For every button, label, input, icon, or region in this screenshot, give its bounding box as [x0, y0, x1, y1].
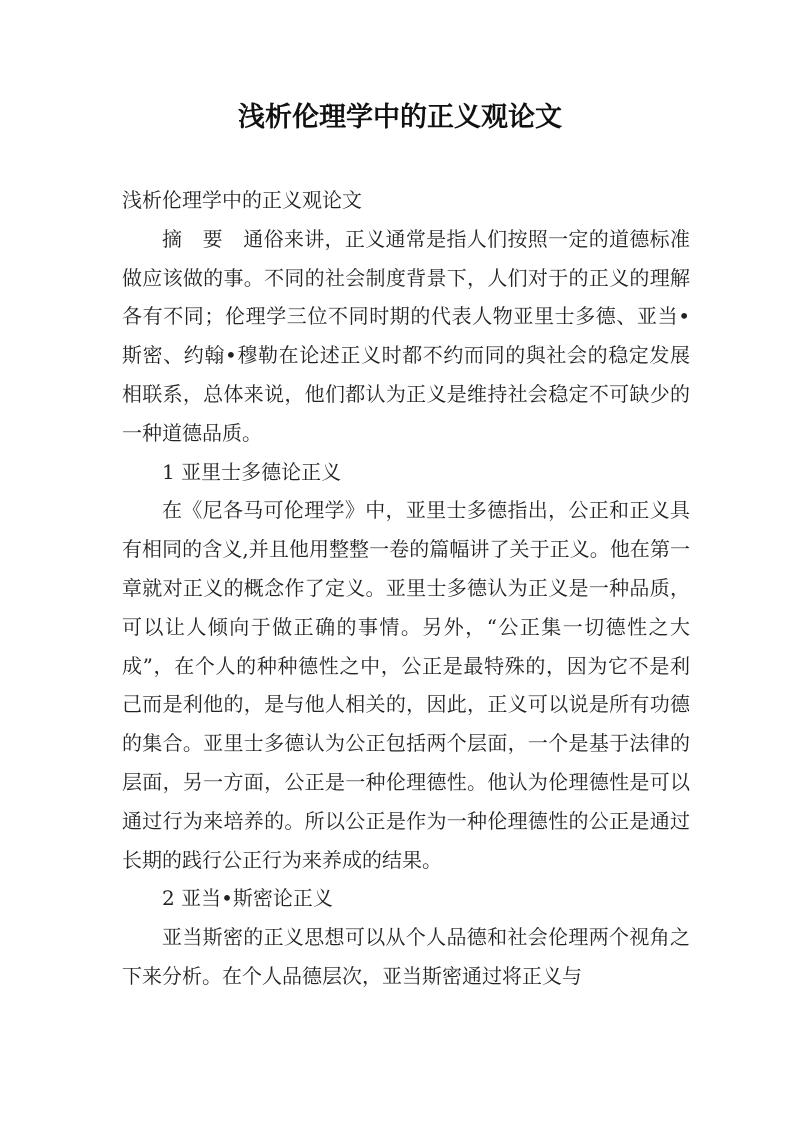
document-subtitle: 浅析伦理学中的正义观论文 — [122, 188, 362, 212]
section-2-paragraph: 亚当斯密的正义思想可以从个人品德和社会伦理两个视角之下来分析。在个人品德层次，亚当斯密通过将正义与 — [122, 925, 690, 988]
section-1-heading: 1 亚里士多德论正义 — [162, 459, 342, 484]
document-body — [122, 181, 690, 996]
section-1-paragraph: 在《尼各马可伦理学》中，亚里士多德指出，公正和正义具有相同的含义,并且他用整整一卷的篇幅讲了关于正义。他在第一章就对正义的概念作了定义。亚里士多德认为正义是一种品质，可以让人倾向于做正确的事情。另外，“公正集一切德性之大成”，在个人的种种德性之中，公正是最特殊的，因为它不是利己而是利他的，是与他人相关的，因此，正义可以说是所有功德的集合。亚里士多德认为公正包括两个层面，一个是基于法律的层面，另一方面，公正是一种伦理德性。他认为伦理德性是可以通过行为来培养的。所以公正是作为一种伦理德性的公正是通过长期的践行公正行为来养成的结果。 — [122, 498, 690, 872]
abstract-paragraph: 摘 要 通俗来讲，正义通常是指人们按照一定的道德标准做应该做的事。不同的社会制度背景下，人们对于的正义的理解各有不同；伦理学三位不同时期的代表人物亚里士多德、亚当•斯密、约翰•穆勒在论述正义时都不约而同的與社会的稳定发展相联系，总体来说，他们都认为正义是维持社会稳定不可缺少的一种道德品质。 — [122, 226, 690, 445]
section-2-heading: 2 亚当•斯密论正义 — [162, 886, 333, 911]
document-title: 浅析伦理学中的正义观论文 — [238, 102, 562, 133]
